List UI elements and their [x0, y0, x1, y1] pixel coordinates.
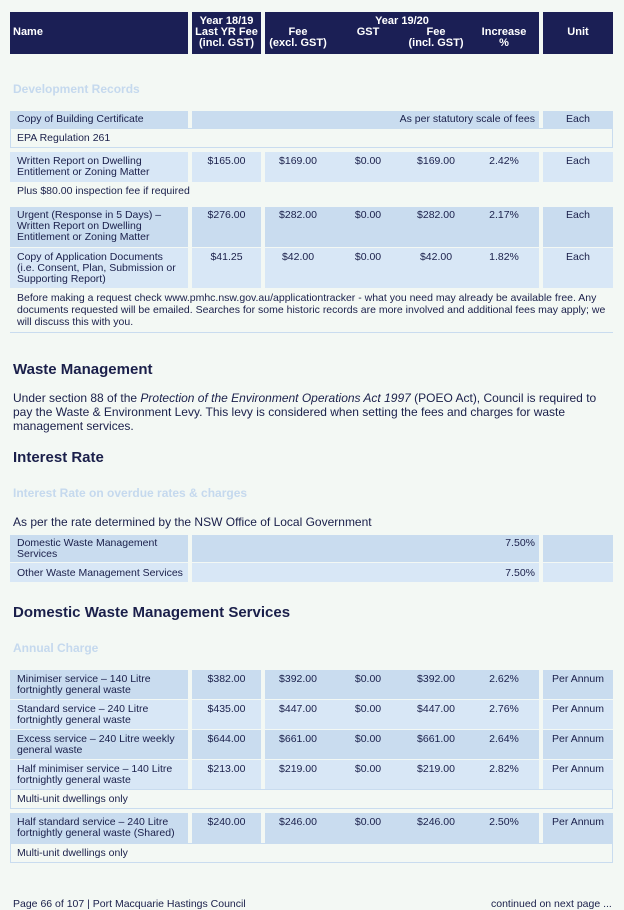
dev-row-4-fee: $42.00 [281, 251, 315, 263]
section-title-dwms: Domestic Waste Management Services [13, 604, 291, 621]
interest-paragraph: As per the rate determined by the NSW Office of Local Government [13, 515, 372, 529]
dev-row-4-inc: 1.82% [489, 251, 519, 263]
dwms-row-3-inc: 2.64% [489, 733, 519, 745]
dwms-row-1-incl: $392.00 [417, 673, 455, 685]
divider [10, 332, 613, 333]
header-incl-gst-2: (incl. GST) [408, 37, 464, 49]
dwms-row-2-name: Standard service – 240 Litre fortnightly general waste [17, 703, 149, 726]
table-header-prev-year [192, 12, 261, 54]
dwms-row-1-name: Minimiser service – 140 Litre fortnightly general waste [17, 673, 151, 696]
dev-row-3-last: $276.00 [207, 209, 246, 221]
waste-para-after: (POEO Act), Council is required to pay the Waste & Environment Levy. This levy is considered when setting the fees and charges for waste management services. [13, 391, 597, 433]
dev-row-3-name: Urgent (Response in 5 Days) – Written Report on Dwelling Entitlement or Zoning Matter [17, 209, 162, 243]
header-name: Name [13, 26, 43, 38]
dev-row-4-incl: $42.00 [419, 251, 453, 263]
section-title-interest-rate: Interest Rate [13, 449, 104, 466]
dwms-row-1-inc: 2.62% [489, 673, 519, 685]
section-subtitle-development-records: Development Records [13, 82, 140, 96]
row-bg [543, 563, 613, 582]
dev-row-1-note: EPA Regulation 261 [17, 132, 111, 144]
footer-page: Page 66 of 107 | Port Macquarie Hastings Council [13, 898, 246, 910]
section-subtitle-annual-charge: Annual Charge [13, 641, 99, 655]
table-header-unit [543, 12, 613, 54]
dev-row-4-gst: $0.00 [354, 251, 382, 263]
dev-row-1-unit: Each [566, 113, 590, 125]
header-gst: GST [356, 26, 380, 38]
dwms-row-3-name: Excess service – 240 Litre weekly general waste [17, 733, 175, 756]
dwms-row-2-last: $435.00 [207, 703, 246, 715]
dev-row-4-note: Before making a request check www.pmhc.nsw.gov.au/applicationtracker - what you need may already be available free. Any documents requested will be emailed. Searches for some historic records are more involved and additional fees may apply; we will discuss this with you. [17, 292, 606, 328]
dev-row-1-span: As per statutory scale of fees [399, 113, 535, 125]
interest-row-1-name: Domestic Waste Management Services [17, 537, 158, 560]
dwms-row-4-fee: $219.00 [279, 763, 317, 775]
dev-row-2-name: Written Report on Dwelling Entitlement or Zoning Matter [17, 155, 150, 178]
header-unit: Unit [567, 26, 589, 38]
waste-para-italic: Protection of the Environment Operations Act 1997 [140, 391, 411, 405]
dwms-row-1-fee: $392.00 [279, 673, 317, 685]
interest-row-2-rate: 7.50% [505, 567, 535, 579]
interest-row-1-rate: 7.50% [505, 537, 535, 549]
dwms-row-5-unit: Per Annum [552, 816, 604, 828]
dwms-row-4-incl: $219.00 [417, 763, 455, 775]
header-year-prev: Year 18/19 [199, 15, 254, 27]
header-percent: % [499, 37, 509, 49]
dev-row-3-gst: $0.00 [354, 209, 382, 221]
waste-paragraph [13, 391, 613, 433]
dwms-row-2-inc: 2.76% [489, 703, 519, 715]
dev-row-1-name: Copy of Building Certificate [17, 113, 144, 125]
dwms-row-2-fee: $447.00 [279, 703, 317, 715]
footer-continued: continued on next page ... [491, 898, 612, 910]
dwms-row-5-name: Half standard service – 240 Litre fortnightly general waste (Shared) [17, 816, 175, 839]
section-title-waste-management: Waste Management [13, 361, 153, 378]
dwms-row-4-unit: Per Annum [552, 763, 604, 775]
dwms-row-1-unit: Per Annum [552, 673, 604, 685]
table-header-name [10, 12, 188, 54]
dwms-row-2-gst: $0.00 [354, 703, 382, 715]
dwms-row-5-incl: $246.00 [417, 816, 455, 828]
dwms-row-4-gst: $0.00 [354, 763, 382, 775]
dwms-row-1-gst: $0.00 [354, 673, 382, 685]
waste-para-before: Under section 88 of the [13, 391, 141, 405]
dwms-row-4-note: Multi-unit dwellings only [17, 793, 128, 805]
dwms-row-2-incl: $447.00 [417, 703, 455, 715]
dwms-row-5-note: Multi-unit dwellings only [17, 847, 128, 859]
dwms-row-3-last: $644.00 [207, 733, 246, 745]
dev-row-2-unit: Each [566, 155, 590, 167]
dwms-row-3-incl: $661.00 [417, 733, 455, 745]
row-bg [543, 535, 613, 562]
dwms-row-4-name: Half minimiser service – 140 Litre fortnightly general waste [17, 763, 173, 786]
dev-row-3-unit: Each [566, 209, 590, 221]
dev-row-2-fee: $169.00 [279, 155, 317, 167]
dwms-row-5-inc: 2.50% [489, 816, 519, 828]
interest-row-2-name: Other Waste Management Services [17, 567, 183, 579]
dwms-row-5-gst: $0.00 [354, 816, 382, 828]
dwms-row-1-last: $382.00 [207, 673, 246, 685]
dwms-row-2-unit: Per Annum [552, 703, 604, 715]
header-fee-incl: Fee [426, 26, 446, 38]
dwms-row-4-last: $213.00 [207, 763, 246, 775]
dwms-row-5-last: $240.00 [207, 816, 246, 828]
header-year-cur: Year 19/20 [375, 15, 429, 27]
dwms-row-3-gst: $0.00 [354, 733, 382, 745]
dev-row-2-last: $165.00 [207, 155, 246, 167]
table-header-cur-year [265, 12, 539, 54]
dwms-row-5-fee: $246.00 [279, 816, 317, 828]
dev-row-3-incl: $282.00 [417, 209, 455, 221]
dev-row-3-inc: 2.17% [489, 209, 519, 221]
dev-row-2-gst: $0.00 [354, 155, 382, 167]
dev-row-4-last: $41.25 [210, 251, 243, 263]
dwms-row-4-inc: 2.82% [489, 763, 519, 775]
header-fee: Fee [288, 26, 308, 38]
header-last-yr-fee: Last YR Fee [195, 26, 258, 38]
header-increase: Increase [481, 26, 527, 38]
dev-row-2-incl: $169.00 [417, 155, 455, 167]
dev-row-2-note: Plus $80.00 inspection fee if required [17, 185, 190, 197]
section-subtitle-interest: Interest Rate on overdue rates & charges [13, 486, 248, 500]
dev-row-4-unit: Each [566, 251, 590, 263]
dev-row-4-name: Copy of Application Documents (i.e. Consent, Plan, Submission or Supporting Report) [17, 251, 176, 285]
dev-row-3-fee: $282.00 [279, 209, 317, 221]
dwms-row-3-unit: Per Annum [552, 733, 604, 745]
dev-row-2-inc: 2.42% [489, 155, 519, 167]
header-incl-gst: (incl. GST) [199, 37, 254, 49]
dwms-row-3-fee: $661.00 [279, 733, 317, 745]
header-excl-gst: (excl. GST) [269, 37, 327, 49]
